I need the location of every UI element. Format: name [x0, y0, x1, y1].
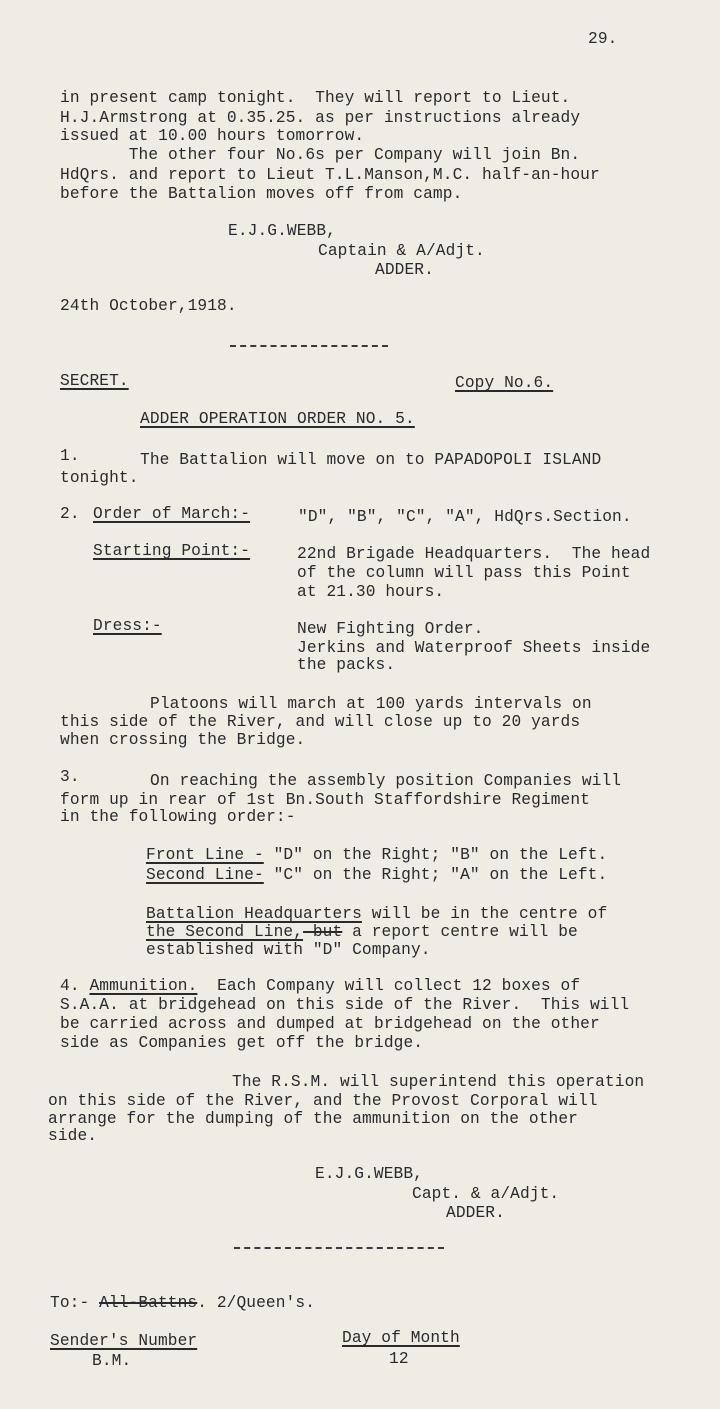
hq-text: will be in the centre of [361, 905, 608, 923]
order-text-line: issued at 10.00 hours tomorrow. [60, 127, 365, 145]
copy-number: Copy No.6. [455, 374, 554, 392]
starting-point-line: 22nd Brigade Headquarters. The head [297, 545, 651, 563]
para4-number: 4. [60, 977, 80, 995]
day-of-month-label: Day of Month [342, 1329, 460, 1347]
secret-heading: SECRET. [60, 372, 129, 390]
para1-line: tonight. [60, 469, 139, 487]
para4-text: Each Company will collect 12 boxes of [197, 977, 581, 995]
signature-name: E.J.G.WEBB, [315, 1165, 423, 1183]
struck-distribution: All-Battns [99, 1294, 198, 1312]
order-text-line: before the Battalion moves off from camp. [60, 185, 463, 203]
to-label: To:- [50, 1294, 100, 1312]
starting-point-line: at 21.30 hours. [297, 583, 445, 601]
signature-unit: ADDER. [446, 1204, 505, 1222]
senders-number-value: B.M. [92, 1352, 132, 1370]
hq-line [146, 923, 578, 942]
para3-line: form up in rear of 1st Bn.South Staffordshire Regiment [60, 791, 590, 809]
day-of-month-value: 12 [389, 1350, 409, 1368]
front-line-text: "D" on the Right; "B" on the Left. [263, 846, 608, 864]
dress-line: New Fighting Order. [297, 620, 484, 638]
order-title: ADDER OPERATION ORDER NO. 5. [140, 410, 415, 428]
second-line-label: Second Line- [146, 866, 264, 884]
para4-line: side as Companies get off the bridge. [60, 1034, 424, 1052]
dress-line: the packs. [297, 656, 396, 674]
order-text-line: The other four No.6s per Company will join Bn. [60, 146, 581, 164]
order-text-line: HdQrs. and report to Lieut T.L.Manson,M.C. half-an-hour [60, 166, 600, 184]
para1-line: The Battalion will move on to PAPADOPOLI ISLAND [140, 451, 602, 469]
order-of-march-value: "D", "B", "C", "A", HdQrs.Section. [298, 508, 632, 526]
ammunition-label: Ammunition. [89, 977, 198, 995]
dress-line: Jerkins and Waterproof Sheets inside [297, 639, 651, 657]
hq-text: a report centre will be [342, 923, 578, 941]
para4-line: S.A.A. at bridgehead on this side of the River. This will [60, 996, 630, 1014]
distribution-line [50, 1294, 315, 1313]
section-divider [230, 345, 388, 347]
platoons-line: Platoons will march at 100 yards intervals on [150, 695, 592, 713]
second-line-text: "C" on the Right; "A" on the Left. [263, 866, 608, 884]
platoons-line: this side of the River, and will close up to 20 yards [60, 713, 581, 731]
platoons-line: when crossing the Bridge. [60, 731, 306, 749]
para4-first-line [60, 977, 580, 996]
para3-number: 3. [60, 768, 80, 786]
starting-point-line: of the column will pass this Point [297, 564, 631, 582]
senders-number-label: Sender's Number [50, 1332, 198, 1350]
para3-line: in the following order:- [60, 808, 296, 826]
rsm-line: arrange for the dumping of the ammunition on the other [48, 1110, 578, 1128]
struck-text: but [303, 923, 343, 941]
page-number: 29. [588, 30, 618, 48]
hq-line [146, 905, 607, 924]
signature-unit: ADDER. [375, 261, 434, 279]
hq-second-label: the Second Line, [146, 923, 304, 941]
para1-number: 1. [60, 447, 80, 465]
hq-label: Battalion Headquarters [146, 905, 362, 923]
hq-line: established with "D" Company. [146, 941, 431, 959]
front-line-label: Front Line - [146, 846, 264, 864]
order-of-march-label: Order of March:- [93, 505, 251, 523]
second-line-row [146, 866, 607, 885]
dress-label: Dress:- [93, 617, 162, 635]
starting-point-label: Starting Point:- [93, 542, 251, 560]
signature-rank: Captain & A/Adjt. [318, 242, 485, 260]
para3-line: On reaching the assembly position Companies will [150, 772, 622, 790]
rsm-line: on this side of the River, and the Provost Corporal will [48, 1092, 598, 1110]
rsm-line: The R.S.M. will superintend this operation [232, 1073, 645, 1091]
order-date: 24th October,1918. [60, 297, 237, 315]
order-text-line: H.J.Armstrong at 0.35.25. as per instructions already [60, 109, 581, 127]
para4-line: be carried across and dumped at bridgehead on the other [60, 1015, 600, 1033]
rsm-line: side. [48, 1127, 98, 1145]
section-divider [234, 1247, 444, 1249]
para2-number: 2. [60, 505, 80, 523]
signature-name: E.J.G.WEBB, [228, 222, 336, 240]
signature-rank: Capt. & a/Adjt. [412, 1185, 560, 1203]
order-text-line: in present camp tonight. They will report to Lieut. [60, 89, 571, 107]
front-line-row [146, 846, 607, 865]
distribution-text: . 2/Queen's. [197, 1294, 316, 1312]
